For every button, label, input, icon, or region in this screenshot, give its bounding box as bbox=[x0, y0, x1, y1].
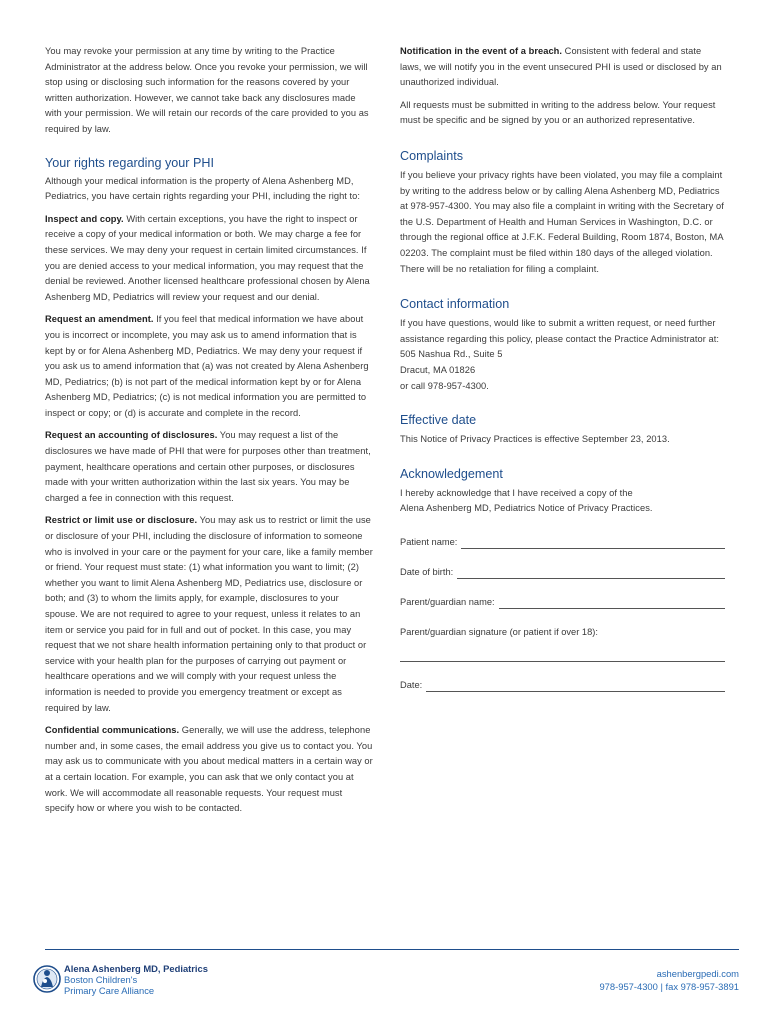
accounting-text: You may request a list of the disclosures we have made of PHI that were for purposes other than treatment, payment, healthcare operations and certain other purposes, or disclosures made with your written authorization within the last six years. You may be charged a fee in connection with this request. bbox=[45, 430, 371, 503]
dob-field[interactable] bbox=[400, 565, 725, 579]
footer-phone-fax: 978-957-4300 | fax 978-957-3891 bbox=[599, 981, 739, 992]
footer-organization bbox=[64, 963, 208, 996]
ack-line-1: I hereby acknowledge that I have received a copy of the bbox=[400, 487, 633, 498]
signature-label-row bbox=[400, 625, 725, 639]
revoke-paragraph: You may revoke your permission at any time by writing to the Practice Administrator at the address below. Once you revoke your permission, we will stop using or disclosing such information for the reasons covered by your written authorization. However, we cannot take back any disclosures made with your permission. We will retain our records of the care provided to you as required by law. bbox=[45, 46, 369, 134]
dob-line[interactable] bbox=[457, 570, 725, 579]
footer-contact bbox=[599, 967, 739, 993]
contact-phone: or call 978-957-4300. bbox=[400, 380, 489, 391]
signature-field[interactable] bbox=[400, 653, 725, 662]
accounting-lead: Request an accounting of disclosures. bbox=[45, 430, 218, 441]
amend-text: If you feel that medical information we have about you is incorrect or incomplete, you may ask us to amend information that is kept by or for Alena Ashenberg MD, Pediatrics. We may deny your request if you ask us to amend information that (a) was not created by Alena Ashenberg MD, Pediatrics; (b) is not part of the medical information kept by or for Alena Ashenberg MD, Pediatrics; (c) is not medical information you are permitted to inspect or copy; or (d) is accurate and complete in the record. bbox=[45, 314, 369, 418]
confidential-paragraph bbox=[45, 723, 373, 817]
patient-name-line[interactable] bbox=[461, 540, 725, 549]
amend-paragraph bbox=[45, 312, 373, 421]
right-column bbox=[400, 44, 725, 692]
inspect-lead: Inspect and copy. bbox=[45, 213, 124, 224]
footer-website[interactable]: ashenbergpedi.com bbox=[656, 968, 739, 979]
patient-name-label: Patient name: bbox=[400, 536, 458, 547]
signature-line[interactable] bbox=[400, 653, 725, 662]
acknowledgement-heading: Acknowledgement bbox=[400, 466, 503, 481]
confidential-lead: Confidential communications. bbox=[45, 725, 180, 736]
complaints-paragraph: If you believe your privacy rights have been violated, you may file a complaint by writing to the address below or by calling Alena Ashenberg MD, Pediatrics at 978-957-4300. You may also file a complaint in writing with the Secretary of the U.S. Department of Health and Human Services in Washington, D.C. or through the regional office at J.F.K. Federal Building, Room 1874, Boston, MA 02203. The complaint must be filed within 180 days of the alleged violation. There will be no retaliation for filing a complaint. bbox=[400, 169, 724, 274]
breach-text: Consistent with federal and state laws, we will notify you in the event unsecured PHI is used or disclosed by an unauthorized individual. bbox=[400, 46, 722, 88]
contact-heading: Contact information bbox=[400, 297, 510, 312]
dob-label: Date of birth: bbox=[400, 566, 454, 577]
effective-paragraph: This Notice of Privacy Practices is effective September 23, 2013. bbox=[400, 434, 670, 445]
patient-name-field[interactable] bbox=[400, 535, 725, 549]
restrict-lead: Restrict or limit use or disclosure. bbox=[45, 515, 198, 526]
practice-logo-icon bbox=[32, 960, 62, 998]
amend-lead: Request an amendment. bbox=[45, 314, 154, 325]
accounting-paragraph bbox=[45, 428, 373, 506]
restrict-text: You may ask us to restrict or limit the use or disclosure of your PHI, including the disclosure of information to someone who is involved in your care or the payment for your care, like a family member or friend. Your request must state: (1) what information you want to limit; (2) whether you want to limit Alena Ashenberg MD, Pediatrics use, disclosure or both; and (3) to whom the limits apply, for example, disclosures to your spouse. We are not required to agree to your request, unless it relates to an item or service you paid for in full and out of pocket. In this case, you may request that we not share health information pertaining only to that product or service with your health plan for the purposes of carrying out payment or healthcare operations and we will comply with your request unless the information is needed to provide you emergency treatment or except as required by law. bbox=[45, 515, 373, 713]
ack-line-2: Alena Ashenberg MD, Pediatrics Notice of Privacy Practices. bbox=[400, 503, 653, 514]
rights-intro: Although your medical information is the property of Alena Ashenberg MD, Pediatrics, you have certain rights regarding your PHI, including the right to: bbox=[45, 175, 361, 202]
complaints-heading: Complaints bbox=[400, 148, 463, 163]
date-field[interactable] bbox=[400, 678, 725, 692]
requests-paragraph: All requests must be submitted in writing to the address below. Your request must be specific and be signed by you or an authorized representative. bbox=[400, 99, 716, 126]
inspect-paragraph bbox=[45, 212, 373, 306]
footer-network-line-2: Primary Care Alliance bbox=[64, 985, 155, 996]
breach-lead: Notification in the event of a breach. bbox=[400, 46, 563, 56]
left-column bbox=[45, 44, 373, 824]
inspect-text: With certain exceptions, you have the right to inspect or receive a copy of your medical information or both. We may charge a fee for these services. We may deny your request in certain limited circumstances. If you are denied access to your medical information, you may request that the denial be reviewed. Another licensed healthcare professional chosen by Alena Ashenberg MD, Pediatrics will review your request and our denial. bbox=[45, 213, 370, 302]
footer-divider bbox=[45, 949, 739, 950]
date-line[interactable] bbox=[426, 683, 725, 692]
contact-paragraph: If you have questions, would like to submit a written request, or need further assistance regarding this policy, please contact the Practice Administrator at: bbox=[400, 318, 719, 344]
effective-heading: Effective date bbox=[400, 413, 477, 428]
restrict-paragraph bbox=[45, 513, 373, 716]
footer-network-line-1: Boston Children's bbox=[64, 974, 138, 985]
guardian-name-field[interactable] bbox=[400, 595, 725, 609]
address-line-2: Dracut, MA 01826 bbox=[400, 364, 476, 375]
footer-practice-name: Alena Ashenberg MD, Pediatrics bbox=[64, 963, 208, 974]
breach-paragraph bbox=[400, 44, 725, 91]
rights-heading: Your rights regarding your PHI bbox=[45, 155, 214, 170]
guardian-name-line[interactable] bbox=[499, 600, 725, 609]
signature-label: Parent/guardian signature (or patient if over 18): bbox=[400, 626, 598, 637]
confidential-text: Generally, we will use the address, telephone number and, in some cases, the email address you give us to contact you. You may ask us to communicate with you about medical matters in a certain way or at a certain location. For example, you can ask that we only contact you at work. We will accommodate all reasonable requests. Your request must specify how or where you wish to be contacted. bbox=[45, 725, 373, 814]
guardian-name-label: Parent/guardian name: bbox=[400, 596, 495, 607]
address-line-1: 505 Nashua Rd., Suite 5 bbox=[400, 349, 503, 360]
date-label: Date: bbox=[400, 679, 423, 690]
